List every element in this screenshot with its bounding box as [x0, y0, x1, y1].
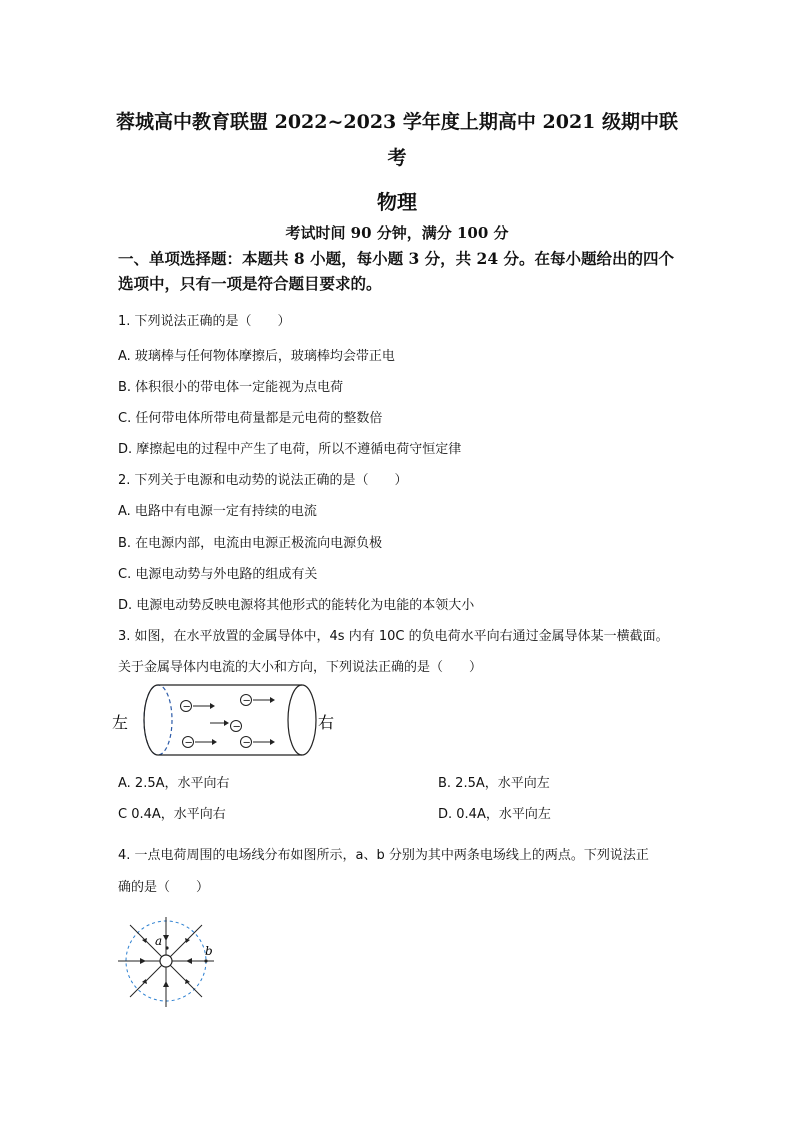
q1-stem: 1. 下列说法正确的是（ ）	[118, 314, 291, 329]
electron-with-arrow	[241, 737, 276, 749]
svg-text:−: −	[184, 737, 193, 749]
q2-stem: 2. 下列关于电源和电动势的说法正确的是（ ）	[118, 473, 408, 488]
right-label: 右	[318, 713, 335, 732]
q4-stem-line-2: 确的是（ ）	[118, 880, 210, 895]
exam-title-line-2: 考	[387, 147, 407, 169]
electron-with-arrow	[181, 701, 216, 713]
point-b-label: b	[205, 944, 213, 958]
exam-info: 考试时间 90 分钟，满分 100 分	[285, 224, 509, 242]
left-label: 左	[112, 713, 129, 732]
svg-text:−: −	[242, 695, 251, 707]
exam-title-line-1: 蓉城高中教育联盟 2022~2023 学年度上期高中 2021 级期中联	[115, 111, 679, 133]
q3-option-c: C 0.4A，水平向右	[118, 807, 226, 822]
q2-option-c: C. 电源电动势与外电路的组成有关	[118, 567, 318, 582]
q1-option-c: C. 任何带电体所带电荷量都是元电荷的整数倍	[118, 411, 383, 426]
svg-text:−: −	[232, 721, 241, 733]
q2-option-a: A. 电路中有电源一定有持续的电流	[118, 504, 317, 519]
svg-text:−: −	[242, 737, 251, 749]
q3-stem-line-2: 关于金属导体内电流的大小和方向，下列说法正确的是（ ）	[118, 660, 483, 675]
electric-field-figure	[110, 915, 220, 1009]
electron-with-arrow	[231, 721, 242, 733]
q3-stem-line-1: 3. 如图，在水平放置的金属导体中，4s 内有 10C 的负电荷水平向右通过金属导体某一横截面。	[118, 629, 669, 644]
q3-option-a: A. 2.5A，水平向右	[118, 776, 230, 791]
electron-with-arrow	[183, 737, 218, 749]
svg-text:−: −	[182, 701, 191, 713]
q1-option-b: B. 体积很小的带电体一定能视为点电荷	[118, 380, 344, 395]
q2-option-b: B. 在电源内部，电流由电源正极流向电源负极	[118, 536, 383, 551]
q1-option-d: D. 摩擦起电的过程中产生了电荷，所以不遵循电荷守恒定律	[118, 442, 462, 457]
point-a-label: a	[155, 934, 163, 948]
q2-option-d: D. 电源电动势反映电源将其他形式的能转化为电能的本领大小	[118, 598, 475, 613]
conductor-figure	[110, 680, 350, 762]
subject-title: 物理	[377, 190, 417, 214]
q4-stem-line-1: 4. 一点电荷周围的电场线分布如图所示，a、b 分别为其中两条电场线上的两点。下列说法正	[118, 848, 649, 863]
q3-option-b: B. 2.5A，水平向左	[438, 776, 550, 791]
q3-option-d: D. 0.4A，水平向左	[438, 807, 551, 822]
electron-with-arrow	[241, 695, 276, 707]
arrow	[210, 720, 229, 726]
section-heading: 一、单项选择题：本题共 8 小题，每小题 3 分，共 24 分。在每小题给出的四个选项中，只有一项是符合题目要求的。	[118, 249, 675, 293]
q1-option-a: A. 玻璃棒与任何物体摩擦后，玻璃棒均会带正电	[118, 349, 395, 364]
